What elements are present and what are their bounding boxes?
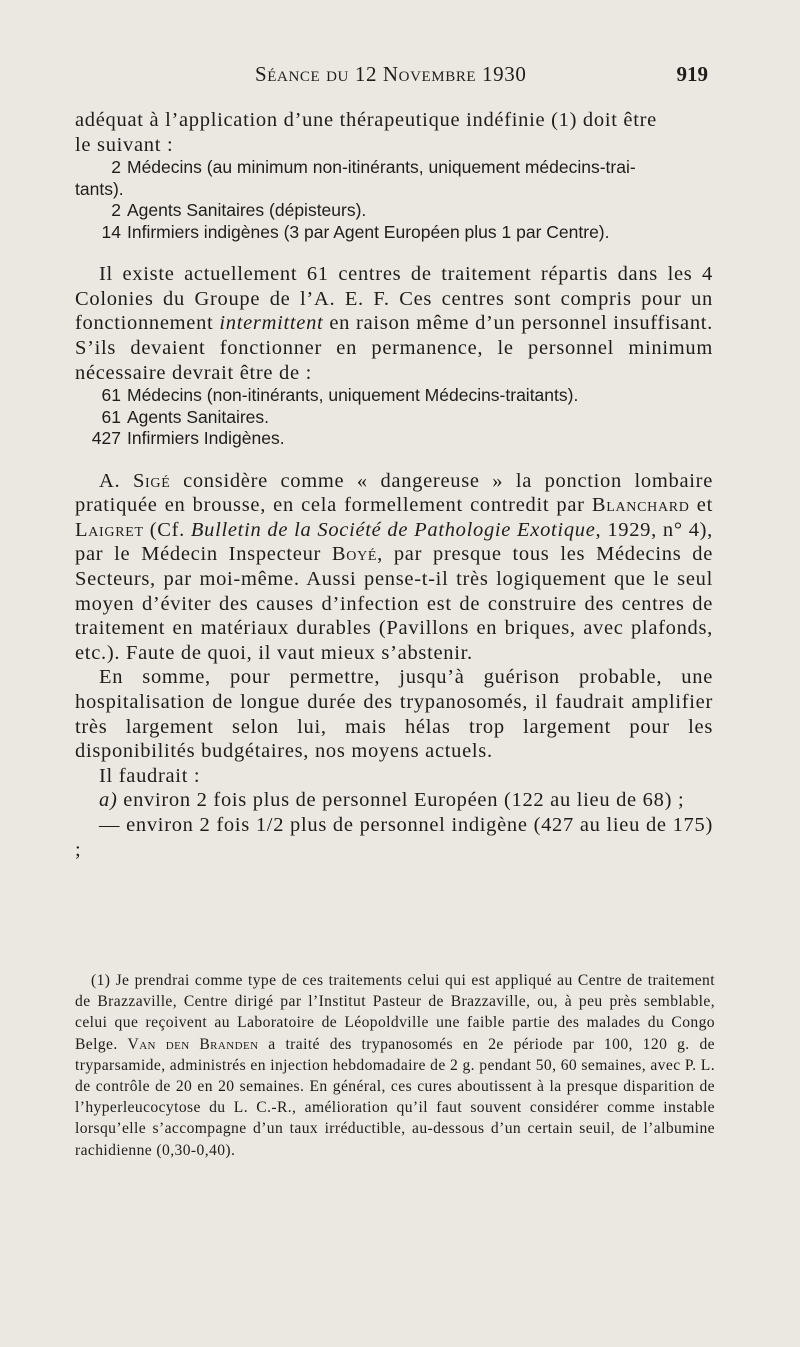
list-item-text: Agents Sanitaires.	[127, 406, 270, 427]
list-item-continuation	[75, 179, 713, 201]
sige-text-4: (Cf.	[143, 518, 191, 541]
sige-text-6: , par presque tous les Médecins de Secteurs, par moi-même. Aussi pense-t-il très logiquement que le seul moyen d’éviter des causes d’infection est de construire des centres de traitement en matériaux durables (Pavillons en briques, avec plafonds, etc.). Faute de quoi, il vaut mieux s’abstenir.	[75, 543, 713, 664]
sige-text-2: considère comme « dangereuse » la ponction lombaire pratiquée en brousse, en cela formellement contredit par	[75, 469, 714, 517]
centres-paragraph	[75, 262, 713, 385]
list-item-text-cont: tants).	[75, 178, 124, 199]
sige-text-1: A.	[99, 469, 133, 492]
list-item	[75, 407, 713, 429]
somme-paragraph: En somme, pour permettre, jusqu’à guérison probable, une hospitalisation de longue durée des trypanosomés, il faudrait amplifier très largement selon lui, mais hélas trop largement pour les disponibilités budgétaires, nos moyens actuels.	[75, 666, 713, 763]
sige-paragraph	[75, 469, 713, 666]
list-item-number: 2	[111, 157, 121, 178]
list-item-number: 14	[101, 221, 121, 242]
list-item-text: Médecins (non-itinérants, uniquement Médecins-traitants).	[127, 385, 579, 406]
list-item-number: 61	[101, 385, 121, 406]
list-item-text: Infirmiers Indigènes.	[127, 428, 285, 449]
dash-paragraph: — environ 2 fois 1/2 plus de personnel indigène (427 au lieu de 175) ;	[75, 813, 713, 861]
sige-text-3: et	[689, 494, 713, 517]
staff-list-required	[75, 385, 713, 450]
footnote-text-2: a traité des trypanosomés en 2e période par 100, 120 g. de tryparsamide, administrés en injection hebdomadaire de 2 g. pendant 50, 60 semaines, avec P. L. de contrôle de 20 en 20 semaines. En général, ces cures aboutissent à la presque disparition de l’hyperleucocytose du L. C.-R., amélioration qu’il faut souvent considérer comme instable lorsqu’elle s’accompagne d’un taux irréductible, au-dessous d’un certain seuil, de l’albumine rachidienne (0,30-0,40).	[75, 1035, 715, 1159]
list-item-number: 61	[101, 406, 121, 427]
page-number: 919	[676, 62, 708, 86]
centres-italic: intermittent	[219, 312, 324, 335]
footnote-text	[75, 970, 715, 1161]
item-a-paragraph	[75, 788, 713, 813]
running-title: Séance du 12 Novembre 1930	[255, 62, 527, 86]
list-item-text: Agents Sanitaires (dépisteurs).	[127, 200, 367, 221]
list-item	[75, 385, 713, 407]
list-item-text: Médecins (au minimum non-itinérants, uniquement médecins-trai-	[127, 157, 636, 178]
list-item	[75, 200, 713, 222]
footnote	[75, 970, 715, 1161]
list-item	[75, 157, 713, 179]
sige-text-5: , 1929, n° 4), par le Médecin Inspecteur	[75, 518, 714, 566]
list-item-number: 427	[91, 428, 121, 449]
page-header	[0, 62, 800, 92]
footnote-text-1: (1) Je prendrai comme type de ces traitements celui qui est appliqué au Centre de traitement de Brazzaville, Centre dirigé par l’Institut Pasteur de Brazzaville, ou, à peu près semblable, celui que reçoivent au Laboratoire de Léopoldville une faible partie des malades du Congo Belge.	[75, 972, 715, 1053]
staff-list-current	[75, 157, 713, 243]
faudrait-paragraph: Il faudrait :	[99, 764, 201, 787]
centres-text-1: Il existe actuellement 61 centres de traitement répartis dans les 4 Colonies du Groupe de l’A. E. F. Ces centres sont compris pour un fonctionnement	[75, 263, 713, 335]
list-item-text: Infirmiers indigènes (3 par Agent Européen plus 1 par Centre).	[127, 221, 610, 242]
author-name: Boyé	[331, 543, 378, 566]
intro-line-2: le suivant :	[75, 133, 174, 156]
list-item-number: 2	[111, 200, 121, 221]
author-name: Sigé	[132, 469, 171, 492]
intro-paragraph	[75, 108, 713, 157]
main-text	[75, 108, 713, 862]
item-a-label: a)	[99, 789, 118, 812]
list-item	[75, 222, 713, 244]
item-a-text: environ 2 fois plus de personnel Européen (122 au lieu de 68) ;	[117, 789, 685, 812]
list-item	[75, 428, 713, 450]
journal-title: Bulletin de la Société de Pathologie Exotique	[190, 518, 596, 541]
author-name: Blanchard	[591, 494, 690, 517]
author-name: Laigret	[75, 518, 144, 541]
author-name: Van den Branden	[127, 1035, 259, 1053]
intro-line-1: adéquat à l’application d’une thérapeutique indéfinie (1) doit être	[75, 109, 657, 131]
centres-text-2: en raison même d’un personnel insuffisant. S’ils devaient fonctionner en permanence, le personnel minimum nécessaire devrait être de :	[75, 312, 714, 384]
